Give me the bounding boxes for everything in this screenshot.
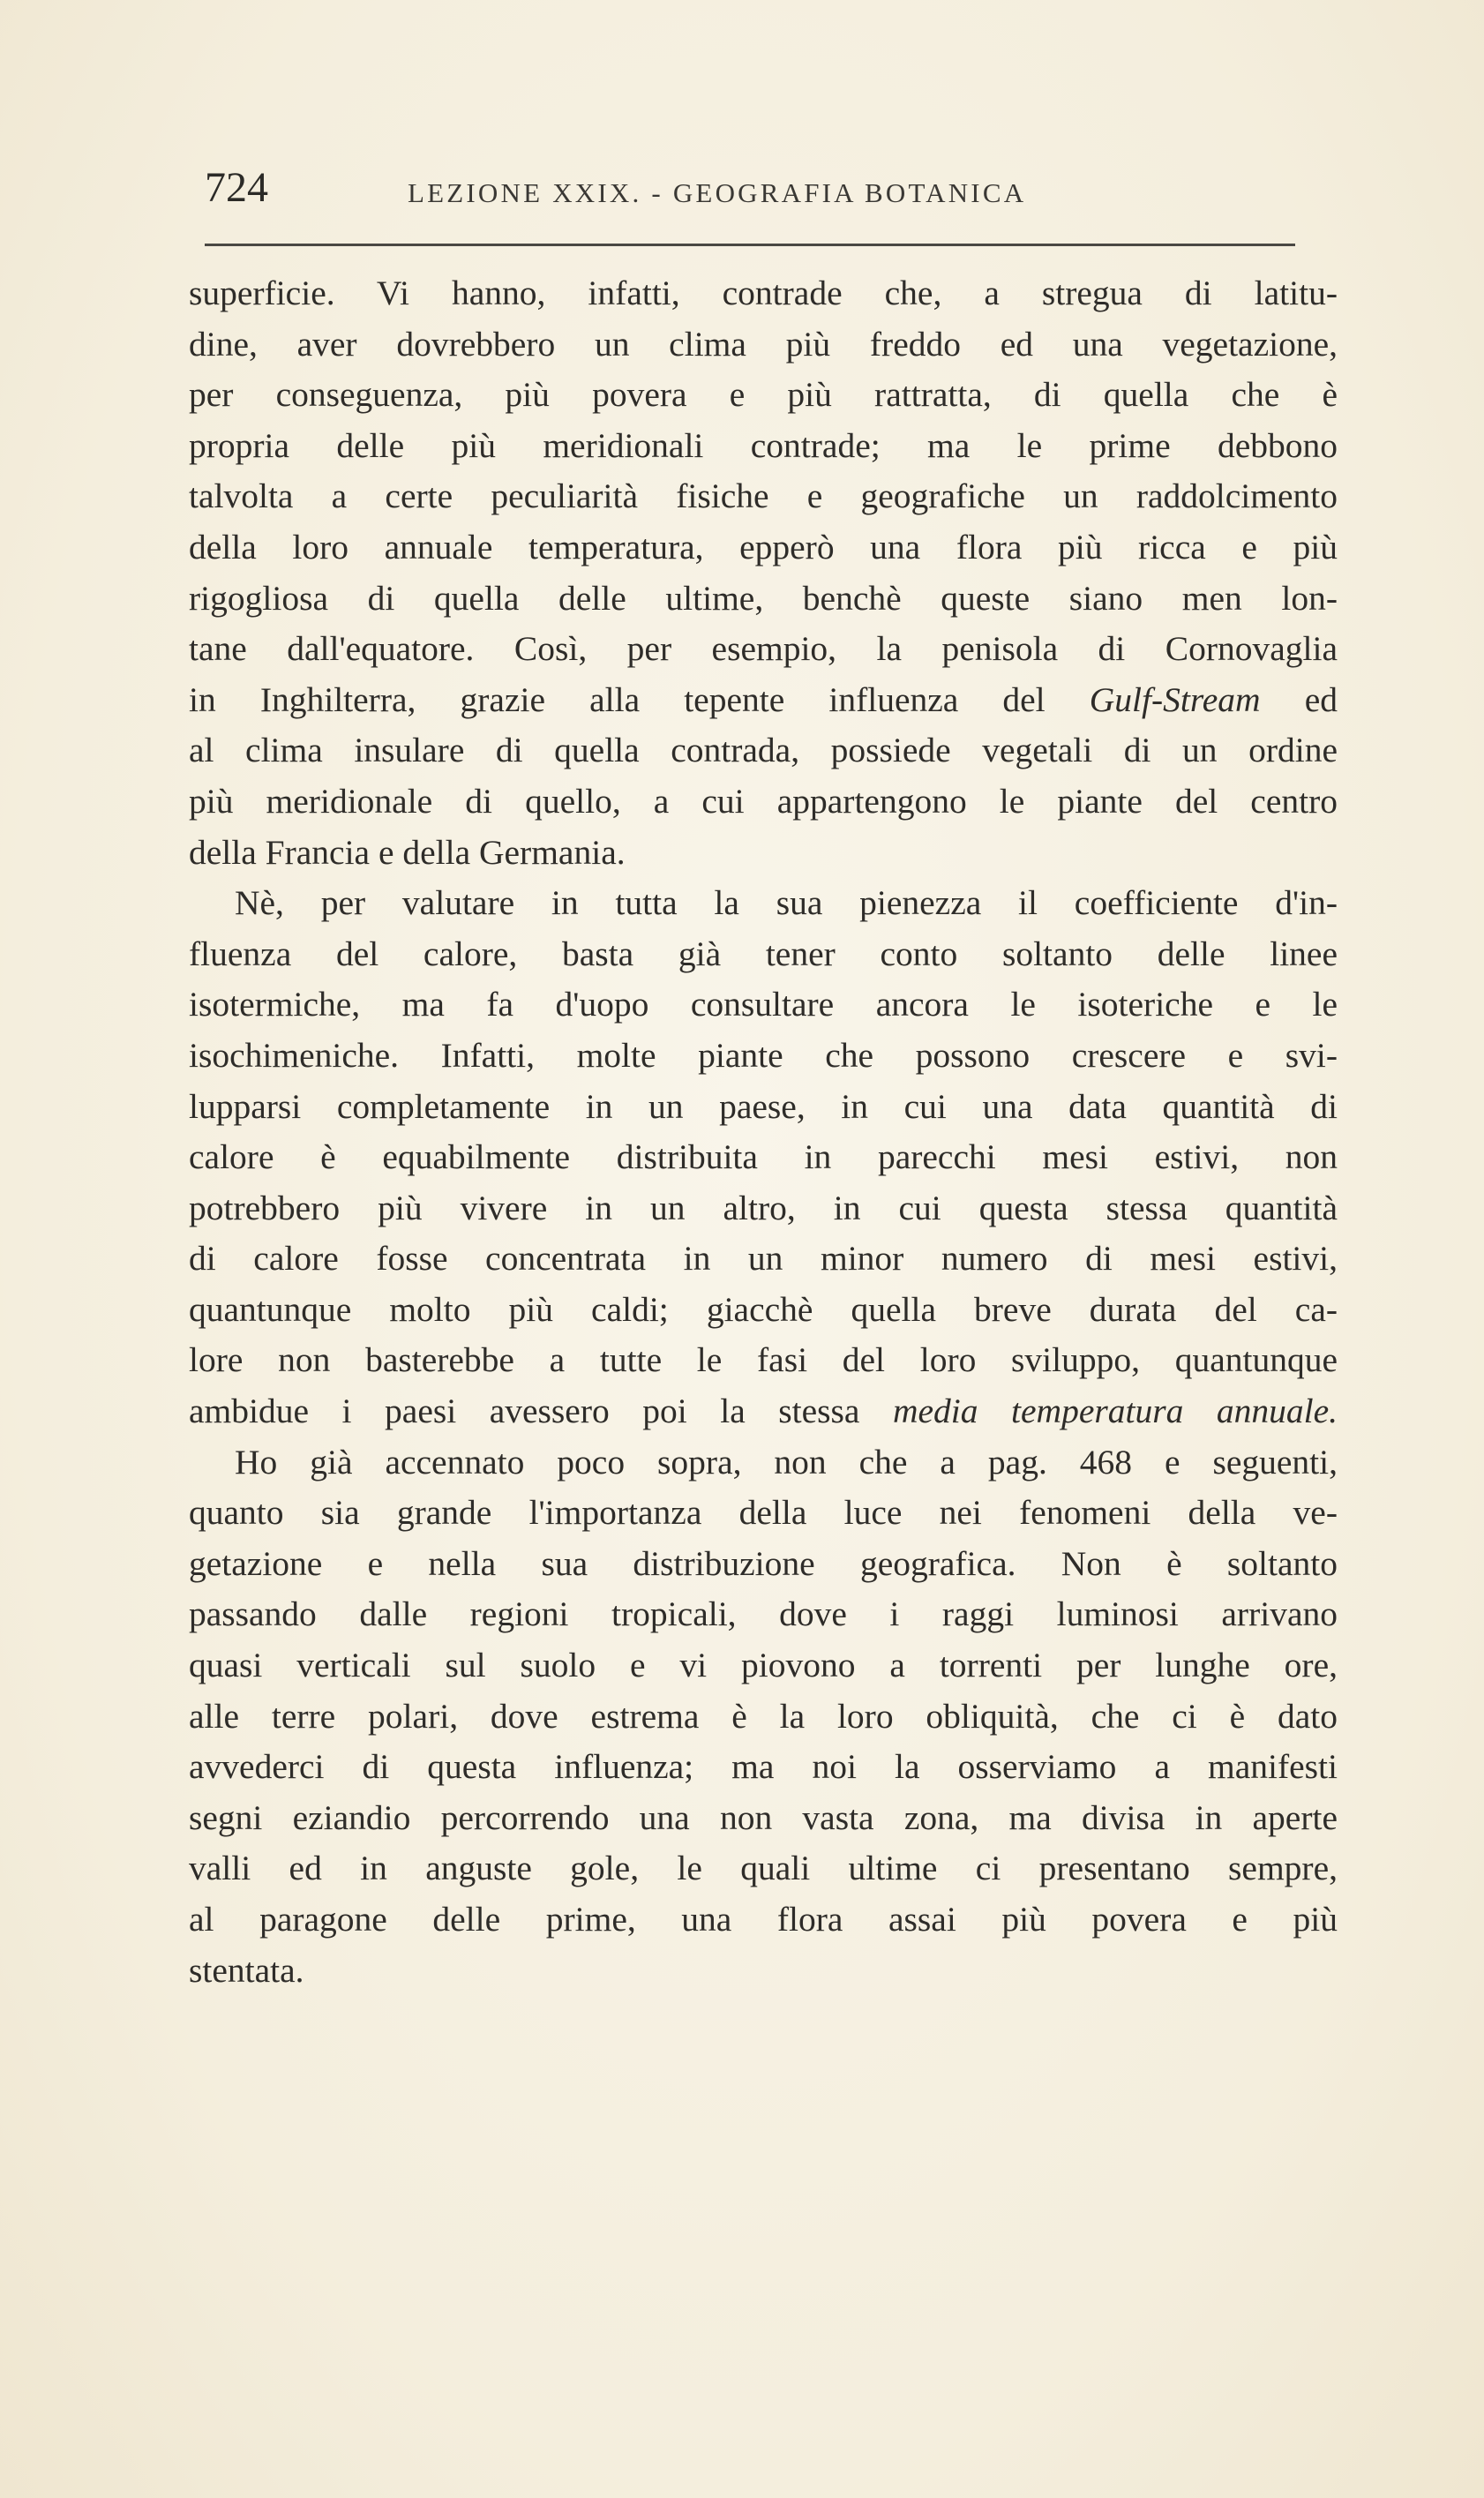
text-line: stentata. <box>189 1950 304 1990</box>
text-line: della Francia e della Germania. <box>189 832 626 872</box>
text-segment: ambidue i paesi avessero poi la stessa <box>189 1392 893 1431</box>
paragraph-1 <box>189 268 1338 878</box>
text-line: lore non basterebbe a tutte le fasi del loro sviluppo, quantunque <box>189 1340 1338 1380</box>
text-line: calore è equabilmente distribuita in parecchi mesi estivi, non <box>189 1137 1338 1177</box>
text-line: rigogliosa di quella delle ultime, benchè queste siano men lon- <box>189 578 1338 618</box>
text-line: alle terre polari, dove estrema è la loro obliquità, che ci è dato <box>189 1696 1338 1736</box>
body-text <box>189 268 1338 1996</box>
text-line: avvederci di questa influenza; ma noi la osserviamo a manifesti <box>189 1747 1338 1787</box>
text-line: superficie. Vi hanno, infatti, contrade che, a stregua di latitu- <box>189 274 1338 312</box>
text-line: lupparsi completamente in un paese, in cui una data quantità di <box>189 1086 1338 1126</box>
italic-term-media-temperatura: media temperatura annuale. <box>892 1392 1338 1431</box>
italic-term-gulf-stream: Gulf-Stream <box>1089 679 1261 719</box>
paragraph-2 <box>189 878 1338 1437</box>
text-line: dine, aver dovrebbero un clima più freddo ed una vegetazione, <box>189 324 1338 364</box>
text-line: quanto sia grande l'importanza della luce nei fenomeni della ve- <box>189 1493 1338 1533</box>
text-line: Ho già accennato poco sopra, non che a pag. 468 e seguenti, <box>235 1442 1338 1482</box>
paragraph-3 <box>189 1437 1338 1997</box>
text-line: tane dall'equatore. Così, per esempio, la penisola di Cornovaglia <box>189 629 1338 669</box>
text-line: quasi verticali sul suolo e vi piovono a torrenti per lunghe ore, <box>189 1646 1338 1685</box>
text-segment: ed <box>1260 679 1338 719</box>
text-line: propria delle più meridionali contrade; ma le prime debbono <box>189 425 1338 465</box>
running-head: LEZIONE XXIX. - GEOGRAFIA BOTANICA <box>408 177 1027 208</box>
page-number: 724 <box>205 164 268 211</box>
text-line: isotermiche, ma fa d'uopo consultare ancora le isoteriche e le <box>189 985 1338 1024</box>
text-line: fluenza del calore, basta già tener conto soltanto delle linee <box>189 934 1338 973</box>
text-line: di calore fosse concentrata in un minor numero di mesi estivi, <box>189 1239 1338 1279</box>
text-line: potrebbero più vivere in un altro, in cui questa stessa quantità <box>189 1188 1338 1227</box>
header-rule <box>205 244 1295 246</box>
text-line: isochimeniche. Infatti, molte piante che possono crescere e svi- <box>189 1035 1338 1075</box>
page-header <box>205 157 1295 219</box>
text-line: quantunque molto più caldi; giacchè quella breve durata del ca- <box>189 1289 1338 1329</box>
text-line: getazione e nella sua distribuzione geografica. Non è soltanto <box>189 1543 1338 1583</box>
text-line: passando dalle regioni tropicali, dove i raggi luminosi arrivano <box>189 1594 1338 1634</box>
text-line: per conseguenza, più povera e più rattratta, di quella che è <box>189 375 1338 415</box>
text-line <box>189 1386 1338 1437</box>
text-line: al paragone delle prime, una flora assai più povera e più <box>189 1900 1338 1939</box>
text-line: al clima insulare di quella contrada, possiede vegetali di un ordine <box>189 731 1338 770</box>
text-line: valli ed in anguste gole, le quali ultime ci presentano sempre, <box>189 1849 1338 1888</box>
text-segment: in Inghilterra, grazie alla tepente influenza del <box>189 679 1090 719</box>
text-line: Nè, per valutare in tutta la sua pienezza il coefficiente d'in- <box>235 883 1338 923</box>
text-line <box>189 675 1338 726</box>
text-line: più meridionale di quello, a cui appartengono le piante del centro <box>189 781 1338 821</box>
text-line: segni eziandio percorrendo una non vasta zona, ma divisa in aperte <box>189 1797 1338 1837</box>
text-line: della loro annuale temperatura, epperò una flora più ricca e più <box>189 527 1338 566</box>
text-line: talvolta a certe peculiarità fisiche e geografiche un raddolcimento <box>189 476 1338 516</box>
